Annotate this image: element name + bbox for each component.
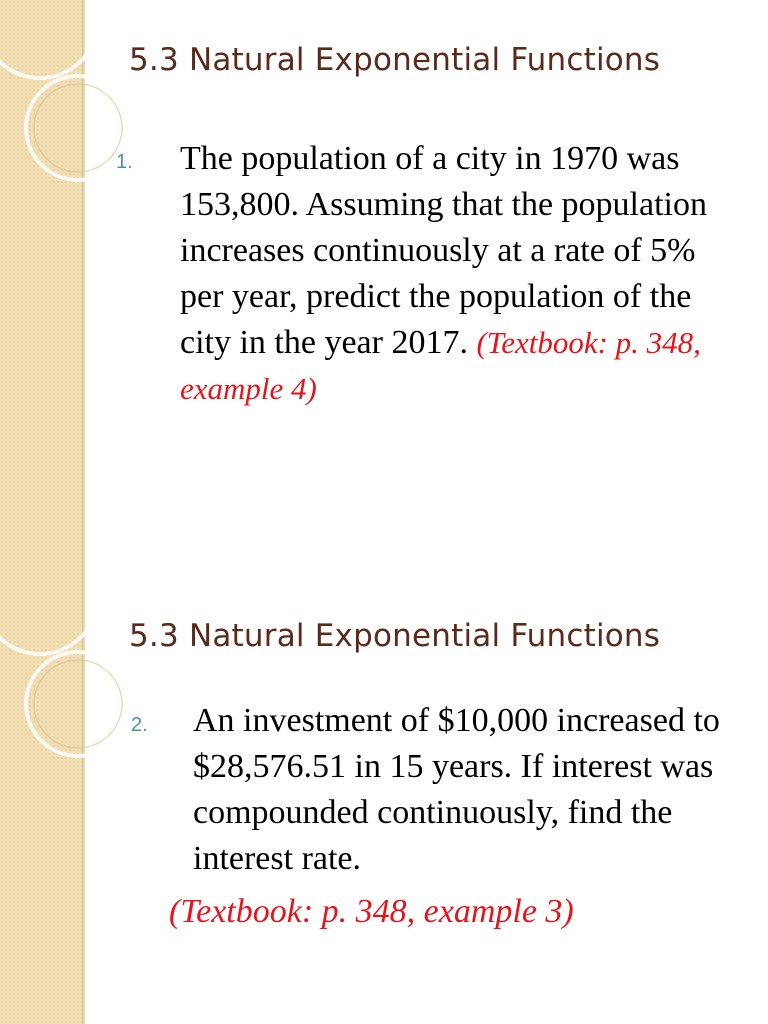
slide-title: 5.3 Natural Exponential Functions xyxy=(129,42,661,78)
problem-body: The population of a city in 1970 was 153,800. Assuming that the population increases continuously at a rate of 5% per year, predict the population of the city in the year 2017. xyxy=(180,140,707,361)
problem-text xyxy=(180,136,740,412)
decorative-rings-icon xyxy=(0,0,160,200)
textbook-reference: (Textbook: p. 348, example 4) xyxy=(180,325,701,406)
slide-title: 5.3 Natural Exponential Functions xyxy=(129,618,661,654)
problem-text: An investment of $10,000 increased to $28,576.51 in 15 years. If interest was compounded continuously, find the interest rate. xyxy=(193,702,720,877)
textbook-reference: (Textbook: p. 348, example 3) xyxy=(169,893,574,930)
list-number: 2. xyxy=(131,714,148,736)
list-number: 1. xyxy=(116,151,133,173)
slide-2 xyxy=(0,576,768,1024)
decorative-rings-icon xyxy=(0,576,160,776)
